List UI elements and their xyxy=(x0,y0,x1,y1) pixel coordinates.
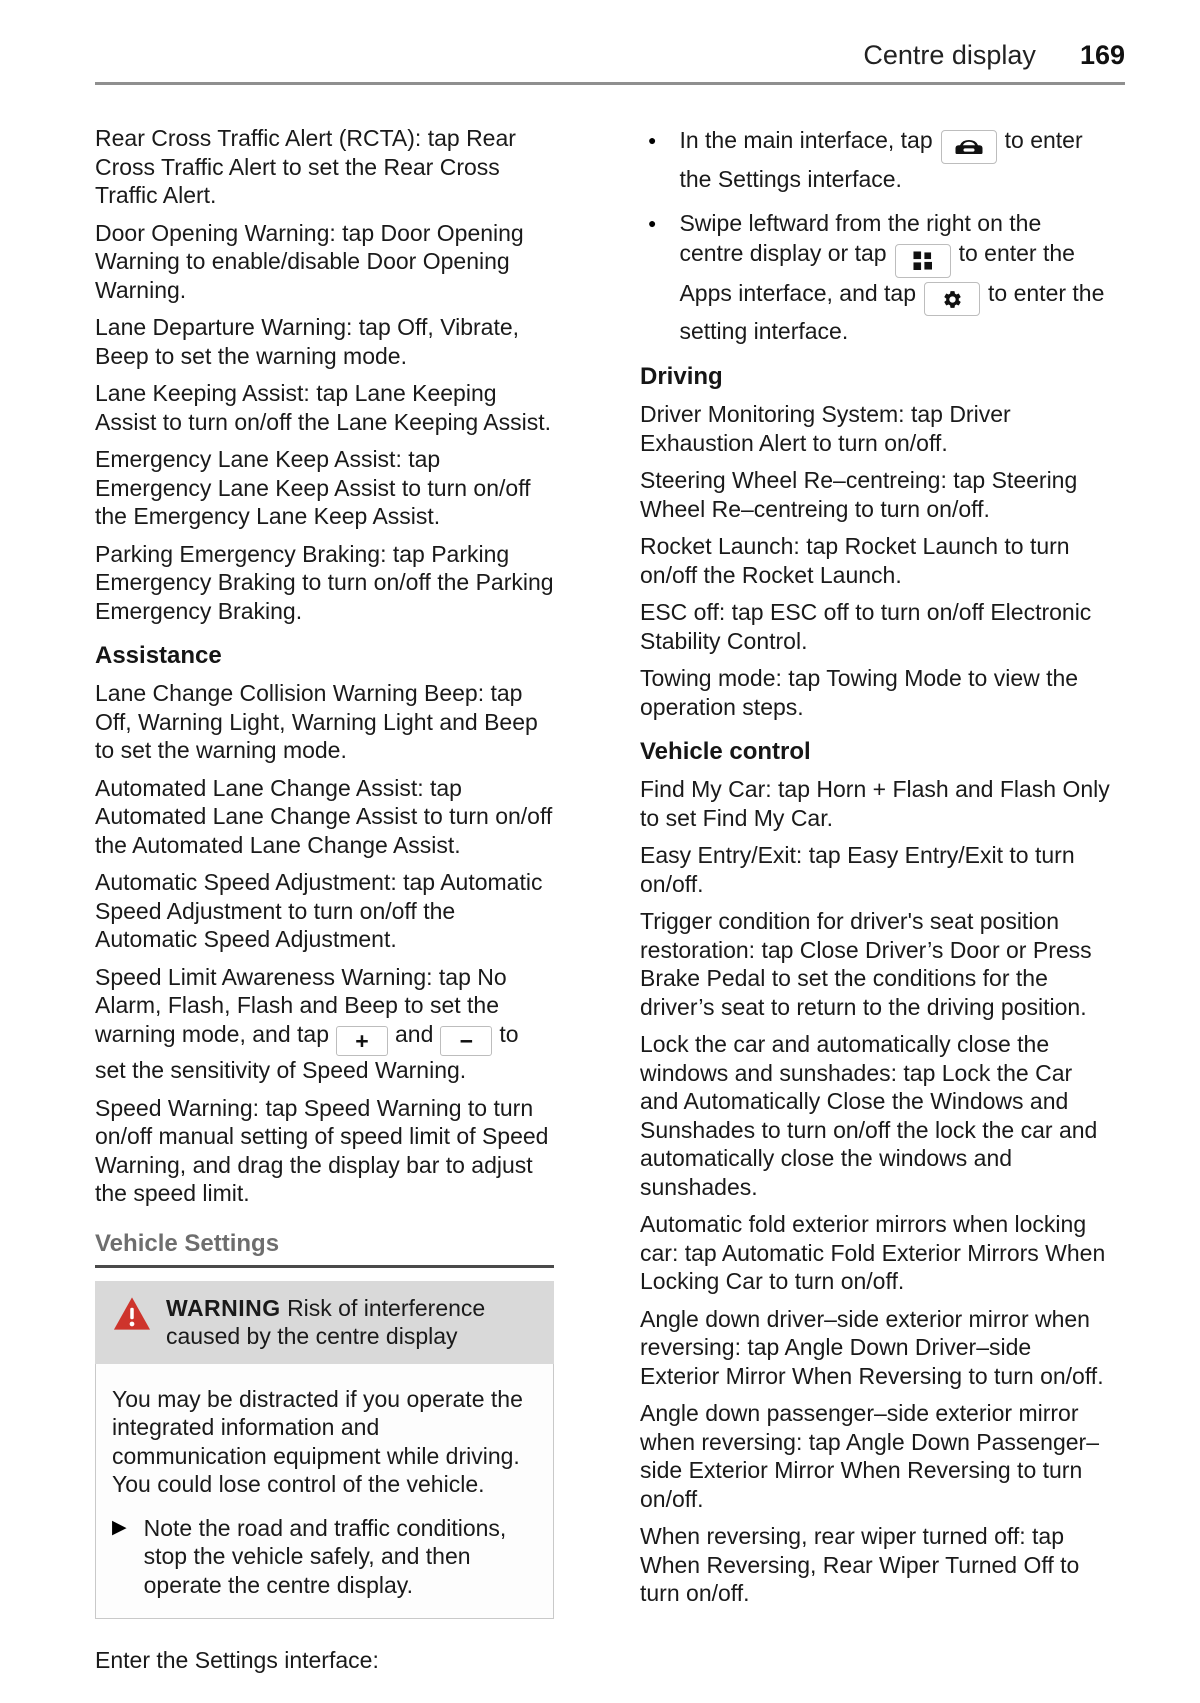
paragraph: When reversing, rear wiper turned off: tap When Reversing, Rear Wiper Turned Off to turn on/off. xyxy=(640,1523,1080,1606)
right-column xyxy=(640,115,1110,1675)
warning-box xyxy=(95,1281,554,1620)
paragraph: ESC off: tap ESC off to turn on/off Electronic Stability Control. xyxy=(640,599,1092,654)
apps-grid-icon xyxy=(895,244,951,278)
bullet2-text-mid: to enter the Apps interface, and tap xyxy=(679,240,1075,306)
paragraph: Emergency Lane Keep Assist: tap Emergency Lane Keep Assist to turn on/off the Emergency Lane Keep Assist. xyxy=(95,446,531,529)
warning-box-body xyxy=(95,1364,554,1620)
warning-header-text xyxy=(166,1294,538,1351)
bullet-text xyxy=(679,208,1110,346)
note-arrow-icon: ▶ xyxy=(112,1516,127,1538)
paragraph: Lock the car and automatically close the windows and sunshades: tap Lock the Car and Automatically Close the Windows and Sunshades to turn on/off the lock the car and automatically close the windows and sunshades. xyxy=(640,1031,1098,1200)
warning-note xyxy=(112,1514,538,1600)
heading-vehicle-control: Vehicle control xyxy=(640,738,811,765)
paragraph: Angle down passenger–side exterior mirror when reversing: tap Angle Down Passenger–side Exterior Mirror When Reversing to turn on/off. xyxy=(640,1400,1100,1512)
paragraph: Parking Emergency Braking: tap Parking Emergency Braking to turn on/off the Parking Emergency Braking. xyxy=(95,540,554,624)
enter-settings-text: Enter the Settings interface: xyxy=(95,1647,379,1673)
left-column xyxy=(95,115,554,1675)
heading-assistance: Assistance xyxy=(95,642,222,669)
warning-title: Risk of interference caused by the centre display xyxy=(166,1294,486,1349)
warning-triangle-icon xyxy=(113,1296,151,1336)
warning-label: WARNING xyxy=(166,1294,281,1321)
bullet2-text-post: to enter the setting interface. xyxy=(679,279,1105,344)
vehicle-settings-heading: Vehicle Settings xyxy=(95,1229,280,1257)
paragraph: Automated Lane Change Assist: tap Automated Lane Change Assist to turn on/off the Automated Lane Change Assist. xyxy=(95,774,553,858)
paragraph: Lane Departure Warning: tap Off, Vibrate, Beep to set the warning mode. xyxy=(95,314,520,369)
paragraph: Speed Warning: tap Speed Warning to turn on/off manual setting of speed limit of Speed Warning, and drag the display bar to adjust the speed limit. xyxy=(95,1094,549,1206)
car-icon xyxy=(941,130,997,164)
minus-button-icon: − xyxy=(440,1026,492,1056)
paragraph: Angle down driver–side exterior mirror when reversing: tap Angle Down Driver–side Exterior Mirror When Reversing to turn on/off. xyxy=(640,1305,1104,1389)
paragraph: Find My Car: tap Horn + Flash and Flash Only to set Find My Car. xyxy=(640,776,1110,831)
speed-limit-text-mid: and xyxy=(395,1020,434,1047)
page-header xyxy=(95,40,1125,71)
warning-body-text: You may be distracted if you operate the integrated information and communication equipment while driving. You could lose control of the vehicle. xyxy=(112,1385,523,1497)
paragraph: Rocket Launch: tap Rocket Launch to turn on/off the Rocket Launch. xyxy=(640,533,1070,588)
speed-limit-text-post: to set the sensitivity of Speed Warning. xyxy=(95,1020,519,1083)
note-text: Note the road and traffic conditions, stop the vehicle safely, and then operate the centre display. xyxy=(143,1514,507,1598)
paragraph: Lane Change Collision Warning Beep: tap Off, Warning Light, Warning Light and Beep to set the warning mode. xyxy=(95,680,538,763)
speed-limit-text-pre: Speed Limit Awareness Warning: tap No Alarm, Flash, Flash and Beep to set the warning mode, and tap xyxy=(95,963,507,1047)
vehicle-settings-rule xyxy=(95,1265,554,1268)
bullet-icon: ● xyxy=(648,215,657,231)
bullet-text xyxy=(679,125,1110,194)
warning-box-header xyxy=(95,1281,554,1364)
bullet1-text-post: to enter the Settings interface. xyxy=(679,127,1083,192)
heading-driving: Driving xyxy=(640,363,723,390)
gear-icon xyxy=(924,282,980,316)
section-title: Centre display xyxy=(863,40,1036,70)
paragraph: Automatic fold exterior mirrors when locking car: tap Automatic Fold Exterior Mirrors When Locking Car to turn on/off. xyxy=(640,1211,1106,1294)
paragraph: Door Opening Warning: tap Door Opening Warning to enable/disable Door Opening Warning. xyxy=(95,219,524,303)
paragraph: Lane Keeping Assist: tap Lane Keeping Assist to turn on/off the Lane Keeping Assist. xyxy=(95,380,552,435)
paragraph: Steering Wheel Re–centreing: tap Steering Wheel Re–centreing to turn on/off. xyxy=(640,467,1078,522)
bullet-icon: ● xyxy=(648,132,657,148)
paragraph: Trigger condition for driver's seat position restoration: tap Close Driver’s Door or Press Brake Pedal to set the conditions for the driver’s seat to return to the driving position. xyxy=(640,908,1092,1020)
paragraph: Driver Monitoring System: tap Driver Exhaustion Alert to turn on/off. xyxy=(640,401,1011,456)
paragraph: Rear Cross Traffic Alert (RCTA): tap Rear Cross Traffic Alert to set the Rear Cross Traffic Alert. xyxy=(95,125,516,208)
bullet1-text-pre: In the main interface, tap xyxy=(679,127,933,153)
plus-button-icon: + xyxy=(336,1026,388,1056)
paragraph: Automatic Speed Adjustment: tap Automatic Speed Adjustment to turn on/off the Automatic Speed Adjustment. xyxy=(95,869,543,952)
bullet-item-main-interface xyxy=(648,125,1110,194)
page-number: 169 xyxy=(1079,40,1125,70)
bullet-item-swipe xyxy=(648,208,1110,346)
paragraph-speed-limit xyxy=(95,963,554,1085)
paragraph: Easy Entry/Exit: tap Easy Entry/Exit to turn on/off. xyxy=(640,842,1075,897)
header-rule xyxy=(95,82,1125,85)
bullet2-text-pre: Swipe leftward from the right on the centre display or tap xyxy=(679,210,1042,266)
paragraph: Towing mode: tap Towing Mode to view the operation steps. xyxy=(640,665,1079,720)
